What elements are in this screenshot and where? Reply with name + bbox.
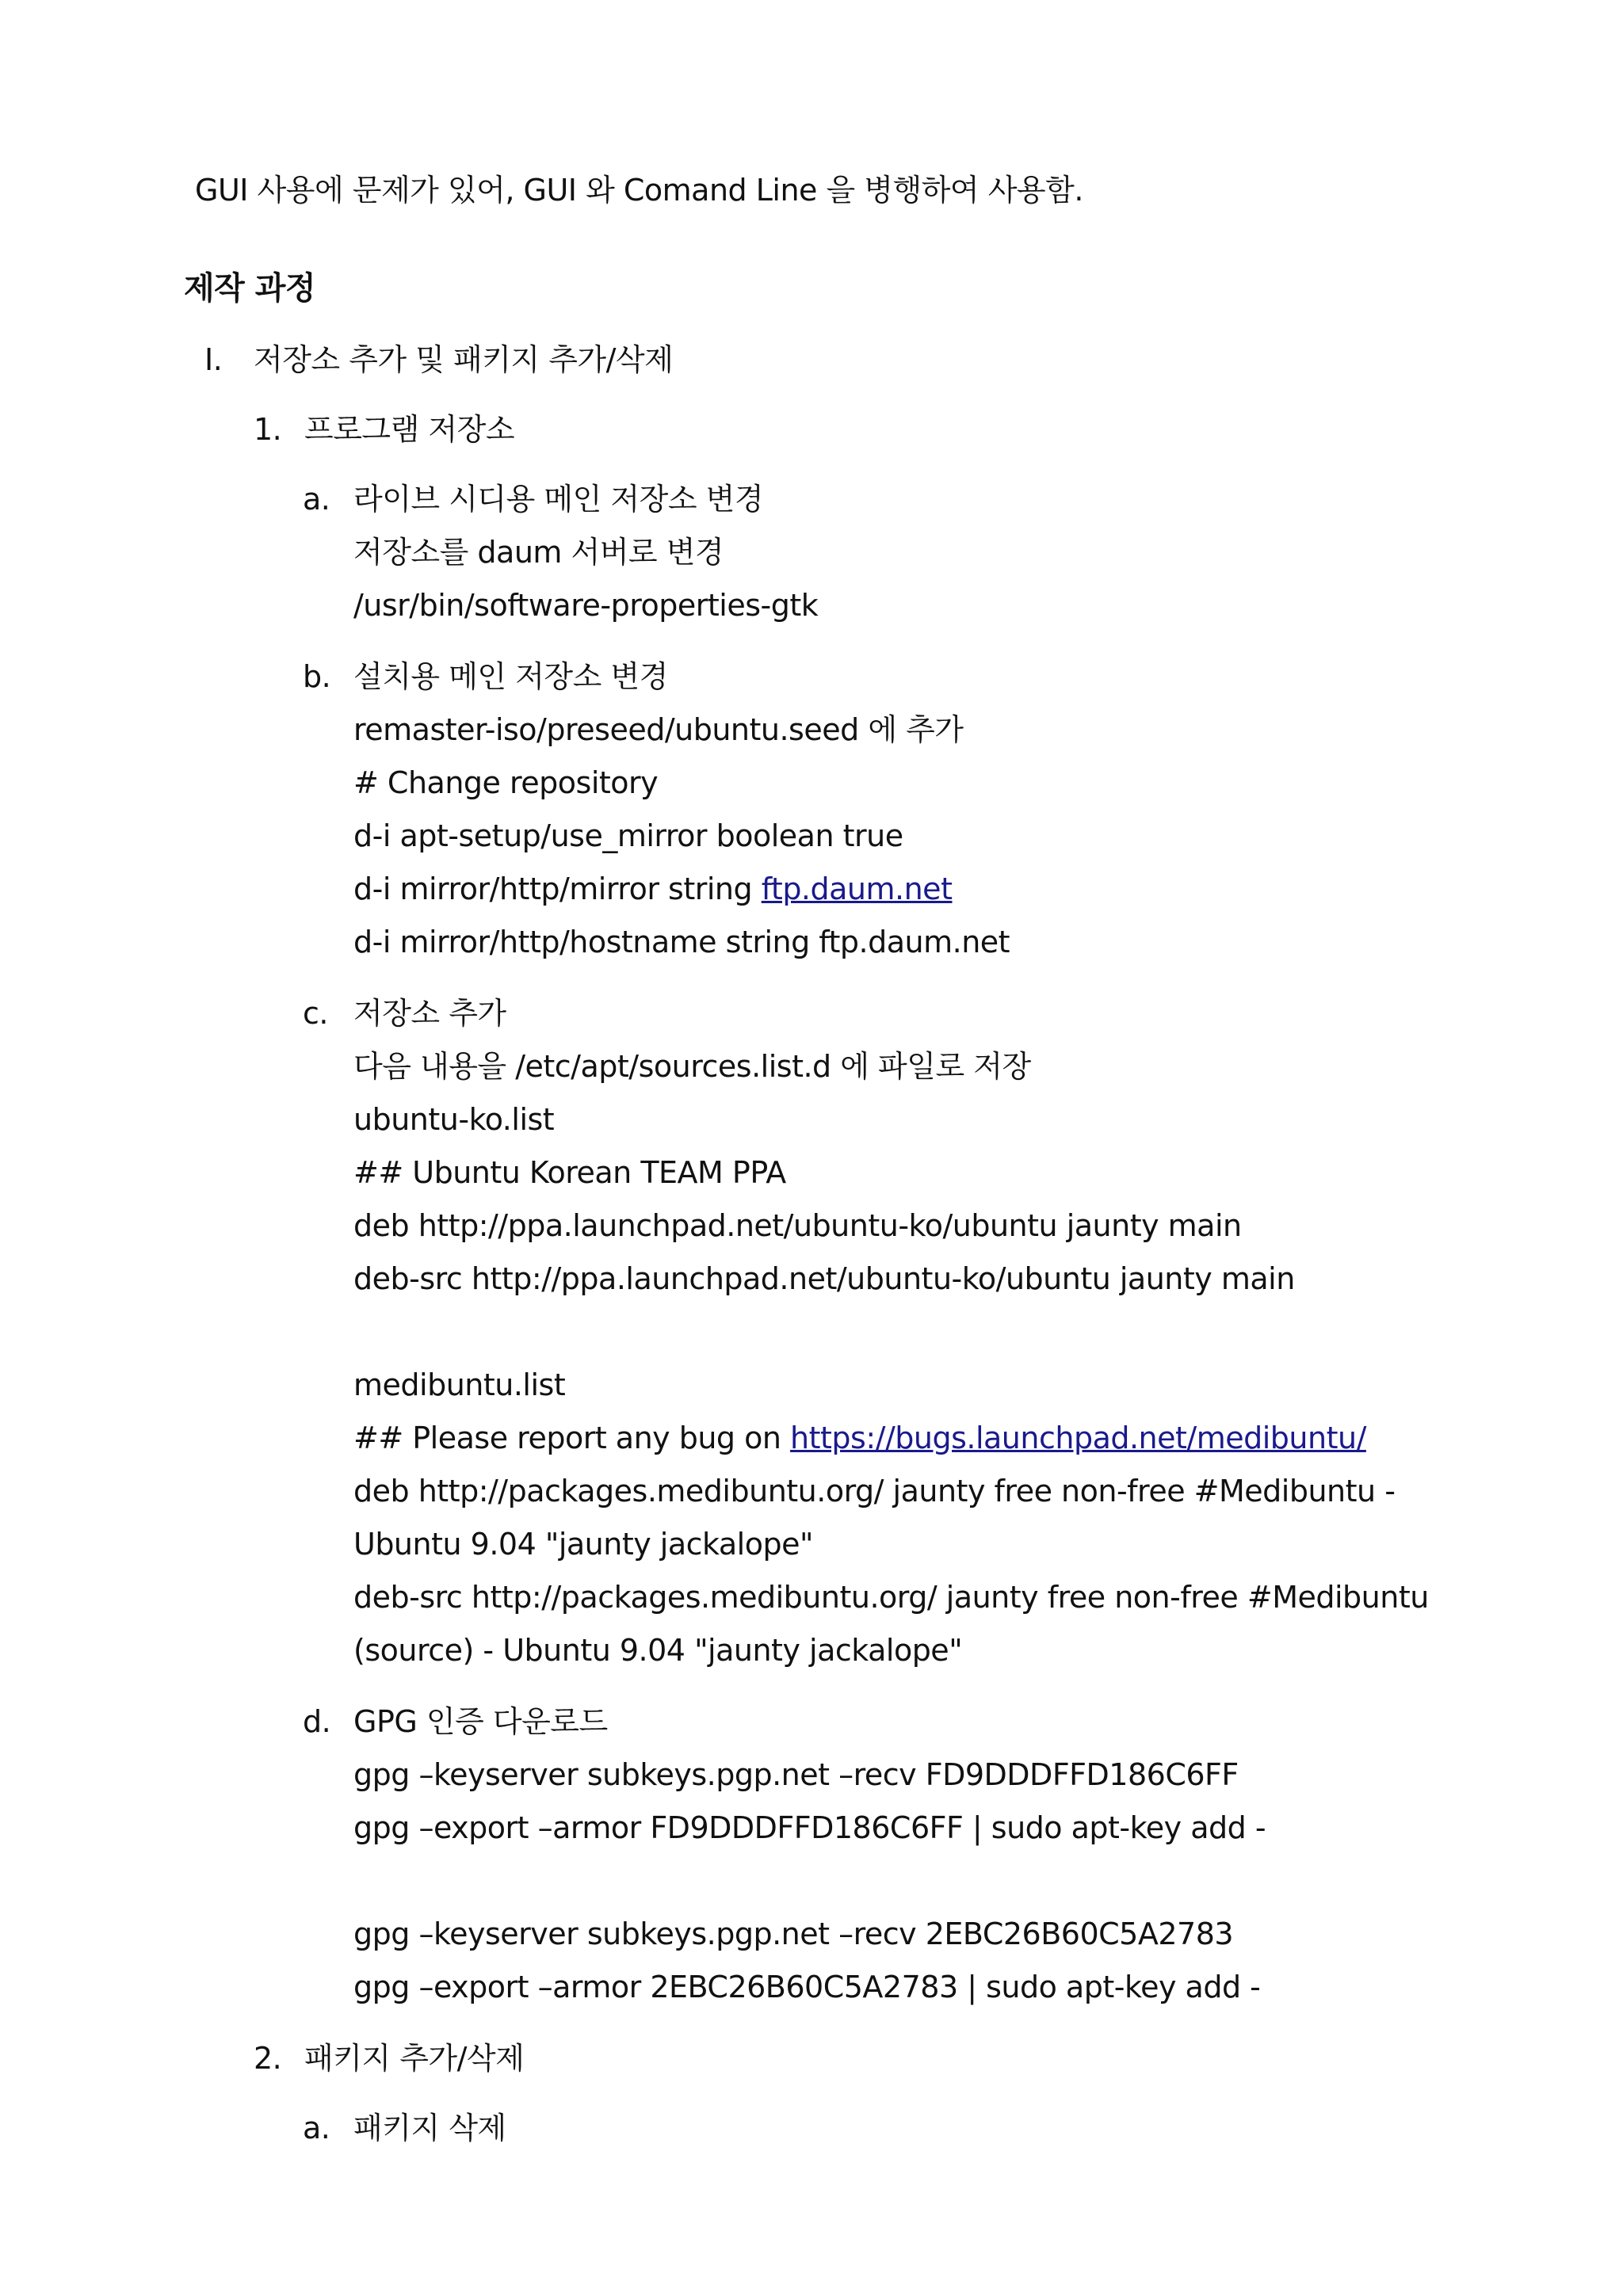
item1b-marker: b.: [303, 659, 331, 694]
item1c-title: 저장소 추가: [353, 996, 506, 1031]
item1c-line-text: ## Please report any bug on: [353, 1421, 791, 1455]
item1b-line: [353, 870, 952, 908]
item1b-title: 설치용 메인 저장소 변경: [353, 659, 668, 694]
item1c-line: deb http://packages.medibuntu.org/ jaunty free non-free #Medibuntu -: [353, 1474, 1396, 1508]
item2-title: 패키지 추가/삭제: [304, 2041, 525, 2076]
item1a-line: /usr/bin/software-properties-gtk: [353, 588, 819, 623]
item1c-line: Ubuntu 9.04 "jaunty jackalope": [353, 1527, 813, 1562]
item1d-line: gpg –keyserver subkeys.pgp.net –recv FD9DDDFFD186C6FF: [353, 1757, 1239, 1792]
item1d-line: gpg –export –armor 2EBC26B60C5A2783 | sudo apt-key add -: [353, 1970, 1261, 2004]
intro-text: GUI 사용에 문제가 있어, GUI 와 Comand Line 을 병행하여 사용함.: [195, 173, 1083, 208]
item1c-line: medibuntu.list: [353, 1367, 566, 1402]
item1b-line: # Change repository: [353, 765, 659, 800]
item1b-line: d-i apt-setup/use_mirror boolean true: [353, 818, 903, 853]
item2-marker: 2.: [254, 2041, 282, 2076]
item1c-line: 다음 내용을 /etc/apt/sources.list.d 에 파일로 저장: [353, 1049, 1031, 1084]
part1-title: 저장소 추가 및 패키지 추가/삭제: [254, 342, 674, 377]
section-title: 제작 과정: [184, 270, 315, 307]
item1a-title: 라이브 시디용 메인 저장소 변경: [353, 482, 764, 517]
item1a-marker: a.: [303, 482, 330, 517]
item1c-line: [353, 1419, 1366, 1457]
item1d-title: GPG 인증 다운로드: [353, 1704, 608, 1739]
ftp-daum-link[interactable]: ftp.daum.net: [761, 871, 953, 906]
item1d-line: gpg –keyserver subkeys.pgp.net –recv 2EBC26B60C5A2783: [353, 1917, 1234, 1951]
medibuntu-bug-link[interactable]: https://bugs.launchpad.net/medibuntu/: [790, 1421, 1366, 1455]
item1-marker: 1.: [254, 412, 282, 447]
item2a-title: 패키지 삭제: [353, 2111, 506, 2145]
item1b-line: remaster-iso/preseed/ubuntu.seed 에 추가: [353, 712, 964, 747]
item1c-line: deb http://ppa.launchpad.net/ubuntu-ko/ubuntu jaunty main: [353, 1208, 1242, 1243]
item1d-line: gpg –export –armor FD9DDDFFD186C6FF | sudo apt-key add -: [353, 1810, 1266, 1845]
item1c-marker: c.: [303, 996, 328, 1031]
item1c-line: ## Ubuntu Korean TEAM PPA: [353, 1155, 786, 1190]
item1c-line: ubuntu-ko.list: [353, 1102, 555, 1137]
item1d-marker: d.: [303, 1704, 331, 1739]
item1-title: 프로그램 저장소: [304, 412, 515, 447]
item1c-line: (source) - Ubuntu 9.04 "jaunty jackalope": [353, 1633, 963, 1668]
item1b-line-text: d-i mirror/http/mirror string: [353, 871, 762, 906]
item1a-line: 저장소를 daum 서버로 변경: [353, 535, 724, 570]
item1c-line: deb-src http://ppa.launchpad.net/ubuntu-ko/ubuntu jaunty main: [353, 1261, 1295, 1296]
item1c-line: deb-src http://packages.medibuntu.org/ jaunty free non-free #Medibuntu: [353, 1580, 1429, 1615]
item1b-line: d-i mirror/http/hostname string ftp.daum.net: [353, 925, 1010, 959]
part1-marker: I.: [204, 342, 223, 377]
item2a-marker: a.: [303, 2111, 330, 2145]
